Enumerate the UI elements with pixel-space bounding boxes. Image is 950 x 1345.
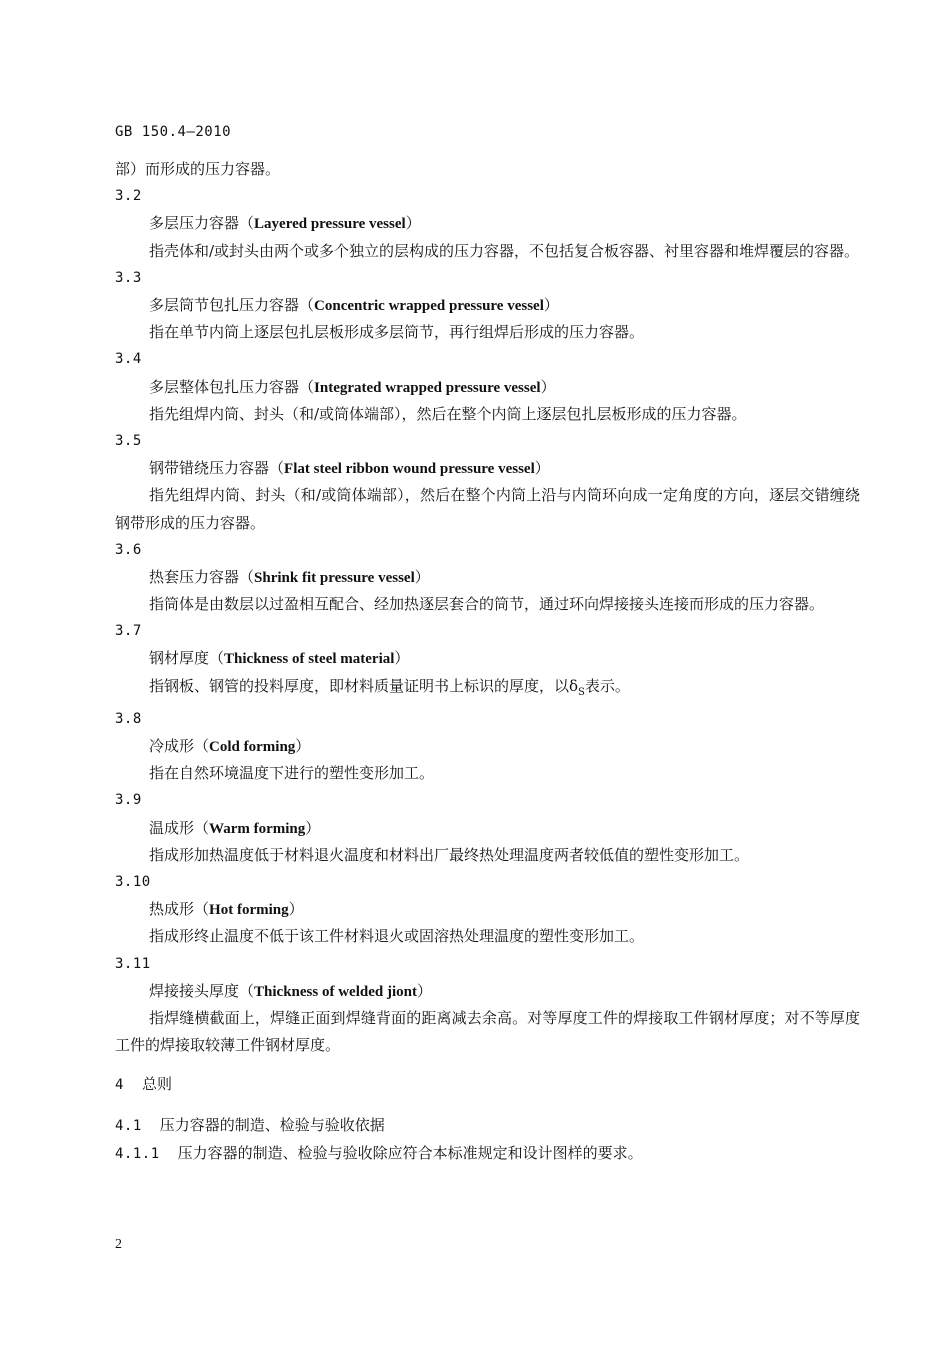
term-title-cn: 冷成形 xyxy=(149,737,195,756)
term-title-en: Thickness of steel material xyxy=(224,651,395,668)
section-heading xyxy=(115,1112,860,1140)
term-definition: 指在自然环境温度下进行的塑性变形加工。 xyxy=(149,764,435,783)
term-title-en: Hot forming xyxy=(209,902,289,919)
term-title-en: Thickness of welded jiont xyxy=(254,983,417,1000)
term-title: 热套压力容器（Shrink fit pressure vessel） xyxy=(149,567,430,586)
term-title-cn: 钢带错绕压力容器 xyxy=(149,459,270,478)
chapter-heading xyxy=(115,1071,860,1099)
section-number: 4.1 xyxy=(115,1117,142,1134)
term-title: 多层整体包扎压力容器（Integrated wrapped pressure vessel） xyxy=(149,377,556,396)
term-title: 钢带错绕压力容器（Flat steel ribbon wound pressure vessel） xyxy=(149,459,550,478)
term-title-cn: 温成形 xyxy=(149,818,195,837)
term-definition: 指成形终止温度不低于该工件材料退火或固溶热处理温度的塑性变形加工。 xyxy=(149,927,645,946)
term-number: 3.6 xyxy=(115,541,142,558)
term-entry xyxy=(115,618,860,706)
term-definition: 指焊缝横截面上，焊缝正面到焊缝背面的距离减去余高。对等厚度工件的焊接取工件钢材厚度；对不等厚度工件的焊接取较薄工件钢材厚度。 xyxy=(115,1008,860,1055)
term-title: 温成形（Warm forming） xyxy=(149,818,321,837)
term-entry xyxy=(115,787,860,869)
term-number: 3.5 xyxy=(115,432,142,449)
term-title-en: Shrink fit pressure vessel xyxy=(254,569,415,586)
term-number: 3.4 xyxy=(115,351,142,368)
term-number: 3.8 xyxy=(115,710,142,727)
term-title: 热成形（Hot forming） xyxy=(149,900,304,919)
term-title-en: Layered pressure vessel xyxy=(254,216,406,233)
term-title: 焊接接头厚度（Thickness of welded jiont） xyxy=(149,981,432,1000)
term-title-cn: 多层压力容器 xyxy=(149,214,240,233)
term-number: 3.3 xyxy=(115,269,142,286)
term-entry xyxy=(115,428,860,537)
page-content xyxy=(115,156,860,1168)
term-number: 3.11 xyxy=(115,955,151,972)
term-number: 3.2 xyxy=(115,188,142,205)
term-definition-text: 指钢板、钢管的投料厚度，即材料质量证明书上标识的厚度，以δ xyxy=(149,676,579,695)
term-title-cn: 焊接接头厚度 xyxy=(149,981,240,1000)
subsection-text: 压力容器的制造、检验与验收除应符合本标准规定和设计图样的要求。 xyxy=(177,1143,643,1162)
term-entry xyxy=(115,706,860,788)
term-title: 多层筒节包扎压力容器（Concentric wrapped pressure vessel） xyxy=(149,295,559,314)
intro-continuation: 部）而形成的压力容器。 xyxy=(115,160,281,178)
term-title: 冷成形（Cold forming） xyxy=(149,737,311,756)
term-title-en: Cold forming xyxy=(209,739,296,756)
term-number: 3.7 xyxy=(115,623,142,640)
term-definition: 指壳体和/或封头由两个或多个独立的层构成的压力容器，不包括复合板容器、衬里容器和堆焊覆层的容器。 xyxy=(149,241,860,260)
delta-subscript: S xyxy=(578,686,585,698)
term-definition: 指先组焊内筒、封头（和/或筒体端部），然后在整个内筒上沿与内筒环向成一定角度的方向，逐层交错缠绕钢带形成的压力容器。 xyxy=(115,486,860,532)
term-definition-tail: 表示。 xyxy=(584,676,630,695)
term-entry xyxy=(115,265,860,347)
term-entry xyxy=(115,183,860,265)
standard-code-header: GB 150.4—2010 xyxy=(115,124,232,140)
term-definition: 指筒体是由数层以过盈相互配合、经加热逐层套合的筒节，通过环向焊接接头连接而形成的压力容器。 xyxy=(149,595,825,614)
term-entry xyxy=(115,951,860,1060)
chapter-title: 总则 xyxy=(141,1075,172,1094)
term-title-en: Integrated wrapped pressure vessel xyxy=(314,379,541,396)
term-title-en: Warm forming xyxy=(209,820,306,837)
term-definition: 指成形加热温度低于材料退火温度和材料出厂最终热处理温度两者较低值的塑性变形加工。 xyxy=(149,845,750,864)
term-definition xyxy=(115,673,860,706)
chapter-number: 4 xyxy=(115,1077,124,1094)
term-title-cn: 多层筒节包扎压力容器 xyxy=(149,295,300,314)
section-title: 压力容器的制造、检验与验收依据 xyxy=(159,1115,385,1134)
term-title-cn: 热套压力容器 xyxy=(149,567,240,586)
term-title-cn: 钢材厚度 xyxy=(149,649,210,668)
term-entry xyxy=(115,869,860,951)
subsection-number: 4.1.1 xyxy=(115,1145,160,1162)
term-title-en: Flat steel ribbon wound pressure vessel xyxy=(284,461,535,478)
term-title-cn: 多层整体包扎压力容器 xyxy=(149,377,300,396)
term-title: 多层压力容器（Layered pressure vessel） xyxy=(149,214,421,233)
term-number: 3.10 xyxy=(115,874,151,891)
term-entry xyxy=(115,537,860,619)
term-title: 钢材厚度（Thickness of steel material） xyxy=(149,649,410,668)
page-number: 2 xyxy=(115,1237,122,1252)
term-title-en: Concentric wrapped pressure vessel xyxy=(314,297,544,314)
term-definition: 指先组焊内筒、封头（和/或筒体端部），然后在整个内筒上逐层包扎层板形成的压力容器。 xyxy=(149,404,747,423)
term-title-cn: 热成形 xyxy=(149,900,195,919)
subsection-paragraph xyxy=(115,1140,860,1168)
term-number: 3.9 xyxy=(115,792,142,809)
term-definition: 指在单节内筒上逐层包扎层板形成多层筒节，再行组焊后形成的压力容器。 xyxy=(149,323,645,342)
term-entry xyxy=(115,346,860,428)
